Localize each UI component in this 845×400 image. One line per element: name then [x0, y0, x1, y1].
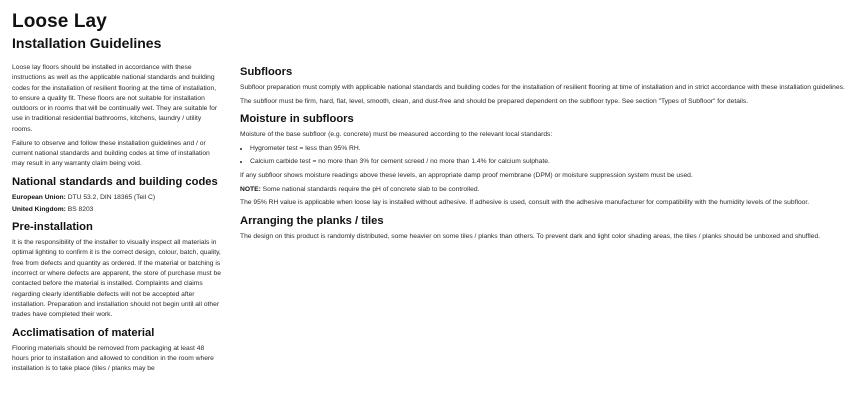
arranging-heading: Arranging the planks / tiles — [240, 214, 384, 227]
intro-paragraph: Loose lay floors should be installed in accordance with these instructions as well as the applicable national standards and building codes for the installation of resilient flooring at the time of installation, to ensure a quality fit. These floors are not suitable for installation outdoors or in rooms that will be continually wet. They are suitable for use in traditional residential bathrooms, kitchens, laundry / utility rooms. — [12, 64, 218, 133]
acclimatisation-heading: Acclimatisation of material — [12, 326, 155, 339]
moisture-note — [240, 185, 480, 195]
subfloors-text-1: Subfloor preparation must comply with applicable national standards and building codes for the installation of resilient flooring at time of installation and in strict accordance with these installation guidelines. — [240, 84, 845, 91]
note-label: NOTE: — [240, 185, 261, 193]
moisture-bullet-hygrometer: • Hygrometer test = less than 95% RH. — [250, 144, 440, 154]
standard-eu — [12, 193, 222, 203]
left-column — [12, 63, 222, 378]
preinstallation-heading: Pre-installation — [12, 221, 93, 234]
moisture-list — [240, 144, 550, 168]
document-title: Loose Lay — [12, 11, 107, 32]
moisture-bullet-carbide — [250, 157, 550, 167]
arranging-text: The design on this product is randomly distributed, some heavier on some tiles / planks than others. To prevent dark and light color shading areas, the tiles / planks should be unboxed and shuffled. — [240, 232, 821, 240]
moisture-bullet-carbide-a: Calcium carbide test = no more than 3% for cement screed / no more than 1.4% for calcium sulphate. — [250, 158, 550, 166]
document-subtitle: Installation Guidelines — [12, 35, 162, 51]
moisture-heading: Moisture in subfloors — [240, 113, 354, 126]
moisture-intro: Moisture of the base subfloor (e.g. concrete) must be measured according to the relevant local standards: — [240, 131, 553, 139]
standards-heading: National standards and building codes — [12, 175, 218, 188]
moisture-rh-text: The 95% RH value is applicable when loose lay is installed without adhesive. If adhesive is used, consult with the adhesive manufacturer for compatibility with the humidity levels of the subfloor. — [240, 199, 810, 207]
subfloors-heading: Subfloors — [240, 66, 293, 78]
right-column — [240, 66, 845, 246]
note-text: Some national standards require the pH of concrete slab to be controlled. — [260, 185, 480, 193]
subfloors-text-2: The subfloor must be firm, hard, flat, level, smooth, clean, and dust-free and should be prepared dependent on the subfloor type. See section "Types of Subfloor" for details. — [240, 97, 749, 105]
standard-uk-label: United Kingdom: — [12, 205, 66, 213]
warranty-paragraph: Failure to observe and follow these installation guidelines and / or current national standards and building codes at time of installation may result in any warranty claim being void. — [12, 139, 210, 168]
standard-uk-value: BS 8203 — [65, 205, 94, 213]
standard-eu-value: DTU 53.2, DIN 18365 (Teil C) — [65, 193, 156, 201]
standard-eu-label: European Union: — [12, 193, 66, 201]
preinstallation-text: It is the responsibility of the installer to visually inspect all materials in optimal lighting to confirm it is the correct design, colour, batch, quality, free from defects and quantity as ordered. If the material or batching is incorrect or where defects are apparent, the store of purchase must be contacted before the material is installed. Complaints and claims regarding clearly identifiable defects will not be accepted after installation. Preparation and installation should not begin until all other trades have completed their work. — [12, 239, 221, 319]
moisture-after: If any subfloor shows moisture readings above these levels, an appropriate damp proof membrane (DPM) or moisture suppression system must be used. — [240, 171, 693, 179]
standard-uk — [12, 205, 222, 215]
acclimatisation-text: Flooring materials should be removed from packaging at least 48 hours prior to installation and allowed to condition in the room where installation is to take place (tiles / planks may be — [12, 344, 214, 373]
